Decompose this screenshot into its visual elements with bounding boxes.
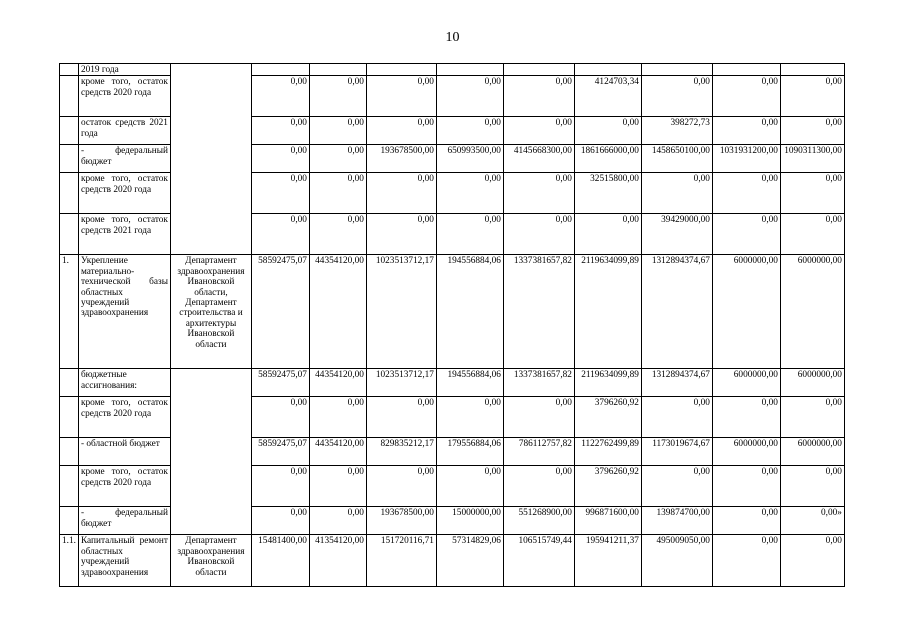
value-cell: 6000000,00 <box>712 255 780 369</box>
value-cell: 0,00 <box>251 145 309 173</box>
value-cell: 15481400,00 <box>251 535 309 587</box>
value-cell: 0,00 <box>309 466 366 507</box>
value-cell: 0,00 <box>251 507 309 535</box>
row-number-cell <box>60 76 79 117</box>
value-cell: 1090311300,00 <box>780 145 844 173</box>
value-cell: 15000000,00 <box>436 507 503 535</box>
row-number-cell <box>60 64 79 76</box>
value-cell: 0,00 <box>436 117 503 145</box>
value-cell: 0,00 <box>641 76 712 117</box>
value-cell: 139874700,00 <box>641 507 712 535</box>
value-cell: 195941211,37 <box>574 535 641 587</box>
value-cell: 1173019674,67 <box>641 438 712 466</box>
value-cell: 193678500,00 <box>366 507 436 535</box>
row-name-cell: Укрепление материально-технической базы областных учреждений здравоохранения <box>78 255 170 369</box>
value-cell: 1458650100,00 <box>641 145 712 173</box>
value-cell: 0,00 <box>309 507 366 535</box>
value-cell: 0,00 <box>366 397 436 438</box>
row-name-cell: 2019 года <box>78 64 170 76</box>
value-cell: 194556884,06 <box>436 369 503 397</box>
row-name-cell: бюджетные ассигнования: <box>78 369 170 397</box>
value-cell: 0,00 <box>503 173 574 214</box>
row-number-cell: 1.1. <box>60 535 79 587</box>
row-name-cell: - федеральный бюджет <box>78 145 170 173</box>
value-cell: 58592475,07 <box>251 255 309 369</box>
value-cell: 0,00 <box>309 145 366 173</box>
executor-cell: Департамент здравоохранения Ивановской области, Департамент строительства и архитектуры Ивановской области <box>170 255 251 369</box>
value-cell: 0,00 <box>712 76 780 117</box>
executor-cell: Департамент здравоохранения Ивановской области <box>170 535 251 587</box>
value-cell: 398272,73 <box>641 117 712 145</box>
value-cell: 0,00 <box>780 397 844 438</box>
value-cell: 0,00 <box>574 214 641 255</box>
value-cell <box>309 64 366 76</box>
row-name-cell: - федеральный бюджет <box>78 507 170 535</box>
row-name-cell: кроме того, остаток средств 2021 года <box>78 214 170 255</box>
value-cell: 0,00 <box>780 76 844 117</box>
value-cell <box>366 64 436 76</box>
value-cell: 0,00 <box>366 214 436 255</box>
value-cell: 1031931200,00 <box>712 145 780 173</box>
value-cell: 0,00 <box>436 76 503 117</box>
value-cell: 3796260,92 <box>574 466 641 507</box>
value-cell: 106515749,44 <box>503 535 574 587</box>
value-cell: 0,00 <box>251 214 309 255</box>
table-row <box>60 64 845 76</box>
value-cell: 0,00 <box>309 76 366 117</box>
value-cell <box>712 64 780 76</box>
value-cell: 0,00 <box>641 466 712 507</box>
value-cell: 0,00 <box>503 76 574 117</box>
value-cell: 0,00 <box>366 117 436 145</box>
value-cell: 41354120,00 <box>309 535 366 587</box>
value-cell: 0,00 <box>251 397 309 438</box>
value-cell: 0,00 <box>503 214 574 255</box>
value-cell: 179556884,06 <box>436 438 503 466</box>
value-cell: 2119634099,89 <box>574 369 641 397</box>
value-cell: 57314829,06 <box>436 535 503 587</box>
executor-cell <box>170 369 251 535</box>
value-cell: 0,00 <box>251 466 309 507</box>
value-cell: 0,00 <box>251 76 309 117</box>
value-cell: 0,00 <box>309 173 366 214</box>
row-number-cell <box>60 507 79 535</box>
row-name-cell: кроме того, остаток средств 2020 года <box>78 397 170 438</box>
row-number-cell <box>60 369 79 397</box>
row-name-cell: кроме того, остаток средств 2020 года <box>78 173 170 214</box>
value-cell: 0,00 <box>641 173 712 214</box>
row-name-cell: - областной бюджет <box>78 438 170 466</box>
value-cell: 0,00 <box>780 173 844 214</box>
value-cell: 0,00 <box>503 117 574 145</box>
value-cell: 0,00 <box>780 214 844 255</box>
value-cell: 0,00 <box>780 466 844 507</box>
table-row <box>60 535 845 587</box>
value-cell: 1023513712,17 <box>366 369 436 397</box>
value-cell: 650993500,00 <box>436 145 503 173</box>
row-name-cell: Капитальный ремонт областных учреждений здравоохранения <box>78 535 170 587</box>
value-cell: 0,00 <box>641 397 712 438</box>
value-cell: 0,00 <box>251 173 309 214</box>
row-name-cell: кроме того, остаток средств 2020 года <box>78 76 170 117</box>
value-cell: 0,00 <box>712 214 780 255</box>
value-cell: 58592475,07 <box>251 438 309 466</box>
row-number-cell <box>60 397 79 438</box>
value-cell <box>780 64 844 76</box>
value-cell: 194556884,06 <box>436 255 503 369</box>
value-cell: 0,00 <box>436 466 503 507</box>
value-cell: 193678500,00 <box>366 145 436 173</box>
value-cell: 0,00 <box>712 466 780 507</box>
value-cell: 4145668300,00 <box>503 145 574 173</box>
value-cell: 58592475,07 <box>251 369 309 397</box>
value-cell: 0,00 <box>251 117 309 145</box>
value-cell: 6000000,00 <box>712 369 780 397</box>
page-number: 10 <box>445 30 460 45</box>
value-cell: 0,00 <box>712 507 780 535</box>
value-cell: 1312894374,67 <box>641 255 712 369</box>
value-cell: 786112757,82 <box>503 438 574 466</box>
value-cell: 0,00 <box>712 535 780 587</box>
value-cell: 0,00 <box>712 173 780 214</box>
value-cell: 1861666000,00 <box>574 145 641 173</box>
budget-table <box>59 63 845 587</box>
value-cell: 44354120,00 <box>309 369 366 397</box>
value-cell: 0,00 <box>366 76 436 117</box>
executor-cell <box>170 64 251 255</box>
value-cell: 151720116,71 <box>366 535 436 587</box>
value-cell: 0,00 <box>712 397 780 438</box>
value-cell: 39429000,00 <box>641 214 712 255</box>
value-cell: 0,00 <box>366 173 436 214</box>
value-cell: 3796260,92 <box>574 397 641 438</box>
value-cell: 551268900,00 <box>503 507 574 535</box>
value-cell: 996871600,00 <box>574 507 641 535</box>
row-number-cell <box>60 466 79 507</box>
row-number-cell <box>60 214 79 255</box>
row-name-cell: кроме того, остаток средств 2020 года <box>78 466 170 507</box>
value-cell: 0,00 <box>309 117 366 145</box>
value-cell: 0,00» <box>780 507 844 535</box>
value-cell: 6000000,00 <box>780 369 844 397</box>
value-cell: 44354120,00 <box>309 255 366 369</box>
row-number-cell: 1. <box>60 255 79 369</box>
value-cell: 0,00 <box>309 397 366 438</box>
value-cell: 44354120,00 <box>309 438 366 466</box>
value-cell: 0,00 <box>780 117 844 145</box>
value-cell <box>503 64 574 76</box>
value-cell: 1122762499,89 <box>574 438 641 466</box>
value-cell: 0,00 <box>436 173 503 214</box>
value-cell: 0,00 <box>503 397 574 438</box>
value-cell <box>641 64 712 76</box>
table-row <box>60 255 845 369</box>
value-cell: 1023513712,17 <box>366 255 436 369</box>
value-cell: 0,00 <box>309 214 366 255</box>
table-row <box>60 369 845 397</box>
value-cell: 4124703,34 <box>574 76 641 117</box>
value-cell: 6000000,00 <box>780 255 844 369</box>
value-cell: 1337381657,82 <box>503 369 574 397</box>
value-cell: 6000000,00 <box>780 438 844 466</box>
value-cell: 32515800,00 <box>574 173 641 214</box>
value-cell: 495009050,00 <box>641 535 712 587</box>
row-number-cell <box>60 438 79 466</box>
value-cell: 0,00 <box>780 535 844 587</box>
value-cell: 829835212,17 <box>366 438 436 466</box>
value-cell: 0,00 <box>503 466 574 507</box>
value-cell: 0,00 <box>436 397 503 438</box>
value-cell <box>436 64 503 76</box>
row-number-cell <box>60 117 79 145</box>
value-cell: 0,00 <box>366 466 436 507</box>
value-cell: 0,00 <box>712 117 780 145</box>
row-name-cell: остаток средств 2021 года <box>78 117 170 145</box>
row-number-cell <box>60 145 79 173</box>
value-cell: 0,00 <box>436 214 503 255</box>
value-cell: 0,00 <box>574 117 641 145</box>
value-cell <box>251 64 309 76</box>
value-cell: 6000000,00 <box>712 438 780 466</box>
value-cell <box>574 64 641 76</box>
value-cell: 1337381657,82 <box>503 255 574 369</box>
value-cell: 2119634099,89 <box>574 255 641 369</box>
row-number-cell <box>60 173 79 214</box>
value-cell: 1312894374,67 <box>641 369 712 397</box>
